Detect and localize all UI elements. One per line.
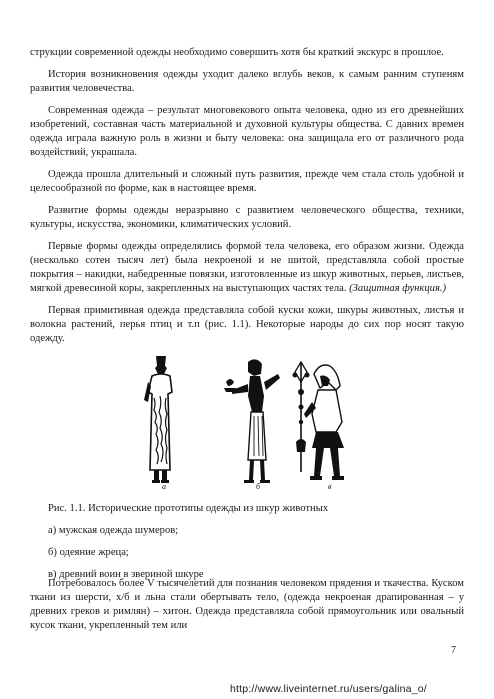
body-text-top bbox=[30, 46, 464, 354]
paragraph-4: Одежда прошла длительный и сложный путь развития, прежде чем стала столь удобной и целесообразной по форме, как в настоящее время. bbox=[30, 169, 464, 194]
paragraph-8: Потребовалось более V тысячелетий для познания человеком прядения и ткачества. Куском ткани из шерсти, х/б и льна стали обертывать тело, (одежда некроеная драпированная – у древних греков и римлян) – хитон. Одежда представляла собой прямоугольник или овальный кусок ткани, укрепленный тем или bbox=[30, 578, 464, 631]
paragraph-6-text: Первые формы одежды определялись формой тела человека, его образом жизни. Одежда (несколько сотен тысяч лет) была некроеной и не шитой, представляла собой простые покрытия – накидки, набедренные повязки, изготовленные из шкур животных, перьев, листьев, мягкой древесиной коры, закрепленных на выступающих частях тела. bbox=[30, 241, 464, 294]
figure-label-b: б bbox=[256, 482, 261, 491]
figure-item-a: а) мужская одежда шумеров; bbox=[48, 525, 179, 536]
paragraph-6 bbox=[30, 240, 464, 296]
figure-1-1 bbox=[140, 352, 370, 494]
figure-label-c: в bbox=[328, 482, 332, 491]
paragraph-5: Развитие формы одежды неразрывно с развитием человеческого общества, техники, культуры, искусства, экономики, климатических условий. bbox=[30, 205, 464, 230]
sumerian-figure bbox=[144, 356, 172, 483]
paragraph-7: Первая примитивная одежда представляла собой куски кожи, шкуры животных, листья и волокна растений, перья птиц и т.п (рис. 1.1). Некоторые народы до сих пор носят такую одежду. bbox=[30, 305, 464, 344]
paragraph-3: Современная одежда – результат многовекового опыта человека, одно из его древнейших изобретений, составная часть материальной и духовной культуры общества. С давних времен одежда играла важную роль в жизни и быту человека: она защищала его от различного рода воздействий, украшала. bbox=[30, 105, 464, 158]
figure-illustrations bbox=[140, 352, 370, 494]
footer-url[interactable]: http://www.liveinternet.ru/users/galina_o/ bbox=[230, 683, 427, 695]
page-number: 7 bbox=[451, 645, 456, 656]
protective-function-note: (Защитная функция.) bbox=[349, 283, 447, 294]
figure-caption: Рис. 1.1. Исторические прототипы одежды из шкур животных bbox=[48, 503, 329, 514]
figure-item-c: в) древний воин в звериной шкуре bbox=[48, 569, 204, 580]
paragraph-2: История возникновения одежды уходит далеко вглубь веков, к самым ранним ступеням развития человечества. bbox=[30, 69, 464, 94]
figure-item-b: б) одеяние жреца; bbox=[48, 547, 129, 558]
body-text-bottom bbox=[30, 577, 464, 633]
warrior-figure bbox=[293, 362, 345, 480]
paragraph-1: струкции современной одежды необходимо совершить хотя бы краткий экскурс в прошлое. bbox=[30, 47, 444, 58]
figure-label-a: а bbox=[162, 482, 166, 491]
priest-figure bbox=[224, 359, 280, 483]
